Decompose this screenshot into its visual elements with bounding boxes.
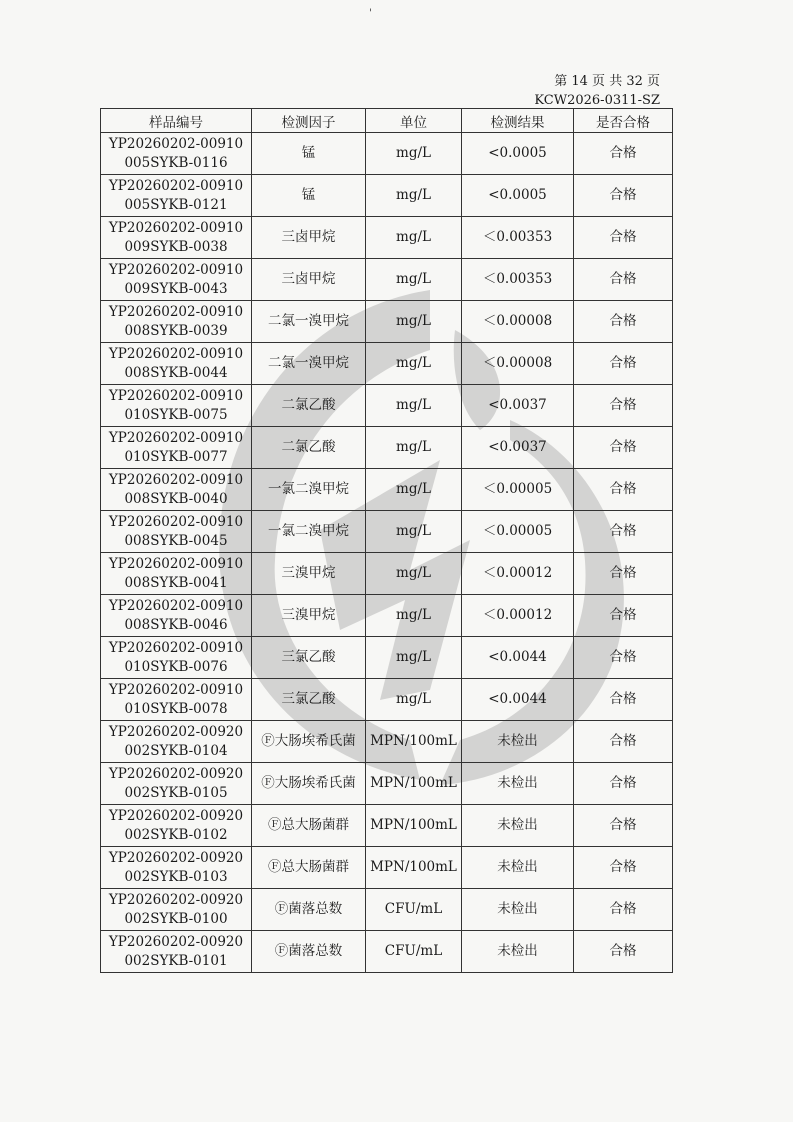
factor-cell: 二氯一溴甲烷: [252, 301, 366, 343]
sample-id-cell: [101, 763, 252, 805]
sample-id-line-2: 008SYKB-0044: [124, 364, 228, 381]
unit-cell: MPN/100mL: [366, 763, 462, 805]
table-row: [101, 763, 673, 805]
factor-cell: 三氯乙酸: [252, 679, 366, 721]
sample-id-cell: [101, 889, 252, 931]
unit-cell: mg/L: [366, 175, 462, 217]
unit-cell: mg/L: [366, 427, 462, 469]
table-header-row: [101, 109, 673, 133]
sample-id-line-1: YP20260202-00910: [108, 555, 244, 572]
sample-id-line-1: YP20260202-00910: [108, 387, 244, 404]
factor-cell: Ⓕ大肠埃希氏菌: [252, 721, 366, 763]
sample-id-cell: [101, 133, 252, 175]
sample-id-line-1: YP20260202-00920: [108, 891, 244, 908]
factor-cell: 二氯乙酸: [252, 427, 366, 469]
sample-id-cell: [101, 511, 252, 553]
sample-id-line-2: 002SYKB-0105: [124, 784, 228, 801]
factor-cell: Ⓕ菌落总数: [252, 889, 366, 931]
sample-id-cell: [101, 847, 252, 889]
sample-id-line-1: YP20260202-00920: [108, 765, 244, 782]
sample-id-line-2: 002SYKB-0102: [124, 826, 228, 843]
factor-cell: Ⓕ菌落总数: [252, 931, 366, 973]
result-cell: <0.0037: [462, 427, 574, 469]
result-cell: 未检出: [462, 931, 574, 973]
sample-id-line-2: 005SYKB-0116: [124, 154, 228, 171]
sample-id-line-1: YP20260202-00910: [108, 429, 244, 446]
result-cell: <0.0037: [462, 385, 574, 427]
pass-cell: 合格: [574, 721, 673, 763]
sample-id-line-1: YP20260202-00910: [108, 471, 244, 488]
factor-cell: Ⓕ总大肠菌群: [252, 847, 366, 889]
sample-id-line-2: 008SYKB-0040: [124, 490, 228, 507]
page-header: [534, 72, 660, 110]
pass-cell: 合格: [574, 931, 673, 973]
page-info: 第 14 页 共 32 页: [554, 74, 660, 89]
factor-cell: 三卤甲烷: [252, 217, 366, 259]
pass-cell: 合格: [574, 637, 673, 679]
factor-cell: Ⓕ总大肠菌群: [252, 805, 366, 847]
sample-id-line-1: YP20260202-00910: [108, 345, 244, 362]
sample-id-line-1: YP20260202-00910: [108, 597, 244, 614]
unit-cell: mg/L: [366, 259, 462, 301]
sample-id-line-2: 002SYKB-0103: [124, 868, 228, 885]
result-cell: 未检出: [462, 763, 574, 805]
table-row: [101, 343, 673, 385]
table-row: [101, 217, 673, 259]
sample-id-line-2: 002SYKB-0104: [124, 742, 228, 759]
page-mark: ': [369, 8, 372, 19]
factor-cell: 三氯乙酸: [252, 637, 366, 679]
pass-cell: 合格: [574, 469, 673, 511]
unit-cell: mg/L: [366, 679, 462, 721]
factor-cell: 三卤甲烷: [252, 259, 366, 301]
sample-id-cell: [101, 595, 252, 637]
sample-id-line-2: 010SYKB-0078: [124, 700, 228, 717]
sample-id-line-1: YP20260202-00910: [108, 681, 244, 698]
sample-id-cell: [101, 679, 252, 721]
pass-cell: 合格: [574, 133, 673, 175]
table-row: [101, 301, 673, 343]
column-header-sample-id: 样品编号: [101, 109, 252, 133]
sample-id-line-2: 010SYKB-0075: [124, 406, 228, 423]
result-cell: ＜0.00005: [462, 511, 574, 553]
table-row: [101, 889, 673, 931]
column-header-pass: 是否合格: [574, 109, 673, 133]
sample-id-line-1: YP20260202-00910: [108, 261, 244, 278]
pass-cell: 合格: [574, 427, 673, 469]
sample-id-line-2: 005SYKB-0121: [124, 196, 228, 213]
table-row: [101, 511, 673, 553]
sample-id-cell: [101, 301, 252, 343]
result-cell: ＜0.00353: [462, 259, 574, 301]
unit-cell: CFU/mL: [366, 889, 462, 931]
sample-id-cell: [101, 343, 252, 385]
pass-cell: 合格: [574, 259, 673, 301]
result-cell: 未检出: [462, 889, 574, 931]
result-cell: ＜0.00012: [462, 553, 574, 595]
table-row: [101, 805, 673, 847]
sample-id-line-1: YP20260202-00920: [108, 849, 244, 866]
table-row: [101, 175, 673, 217]
sample-id-line-1: YP20260202-00910: [108, 177, 244, 194]
unit-cell: mg/L: [366, 553, 462, 595]
sample-id-cell: [101, 553, 252, 595]
result-cell: ＜0.00005: [462, 469, 574, 511]
pass-cell: 合格: [574, 595, 673, 637]
sample-id-cell: [101, 385, 252, 427]
sample-id-line-2: 008SYKB-0046: [124, 616, 228, 633]
result-cell: ＜0.00353: [462, 217, 574, 259]
unit-cell: MPN/100mL: [366, 847, 462, 889]
pass-cell: 合格: [574, 553, 673, 595]
pass-cell: 合格: [574, 175, 673, 217]
result-cell: 未检出: [462, 805, 574, 847]
result-cell: <0.0044: [462, 637, 574, 679]
factor-cell: Ⓕ大肠埃希氏菌: [252, 763, 366, 805]
factor-cell: 一氯二溴甲烷: [252, 511, 366, 553]
unit-cell: mg/L: [366, 343, 462, 385]
sample-id-line-2: 010SYKB-0077: [124, 448, 228, 465]
report-number: KCW2026-0311-SZ: [534, 93, 660, 108]
sample-id-cell: [101, 175, 252, 217]
factor-cell: 三溴甲烷: [252, 595, 366, 637]
unit-cell: mg/L: [366, 385, 462, 427]
result-cell: 未检出: [462, 847, 574, 889]
pass-cell: 合格: [574, 217, 673, 259]
sample-id-cell: [101, 931, 252, 973]
sample-id-line-2: 002SYKB-0100: [124, 910, 228, 927]
sample-id-line-1: YP20260202-00910: [108, 135, 244, 152]
table-body: [101, 133, 673, 973]
table-row: [101, 385, 673, 427]
result-cell: ＜0.00008: [462, 343, 574, 385]
sample-id-cell: [101, 721, 252, 763]
sample-id-cell: [101, 637, 252, 679]
table-row: [101, 679, 673, 721]
factor-cell: 锰: [252, 133, 366, 175]
sample-id-line-2: 009SYKB-0038: [124, 238, 228, 255]
sample-id-cell: [101, 469, 252, 511]
sample-id-cell: [101, 217, 252, 259]
factor-cell: 锰: [252, 175, 366, 217]
sample-id-line-2: 009SYKB-0043: [124, 280, 228, 297]
unit-cell: mg/L: [366, 637, 462, 679]
sample-id-cell: [101, 259, 252, 301]
column-header-unit: 单位: [366, 109, 462, 133]
factor-cell: 一氯二溴甲烷: [252, 469, 366, 511]
sample-id-line-1: YP20260202-00910: [108, 639, 244, 656]
pass-cell: 合格: [574, 385, 673, 427]
sample-id-line-2: 008SYKB-0041: [124, 574, 228, 591]
pass-cell: 合格: [574, 763, 673, 805]
column-header-result: 检测结果: [462, 109, 574, 133]
result-cell: <0.0044: [462, 679, 574, 721]
unit-cell: CFU/mL: [366, 931, 462, 973]
factor-cell: 二氯乙酸: [252, 385, 366, 427]
sample-id-line-1: YP20260202-00920: [108, 723, 244, 740]
pass-cell: 合格: [574, 847, 673, 889]
sample-id-line-2: 010SYKB-0076: [124, 658, 228, 675]
sample-id-cell: [101, 805, 252, 847]
table-row: [101, 553, 673, 595]
results-table: [100, 108, 673, 973]
sample-id-line-2: 008SYKB-0039: [124, 322, 228, 339]
pass-cell: 合格: [574, 301, 673, 343]
table-row: [101, 427, 673, 469]
unit-cell: mg/L: [366, 301, 462, 343]
table-row: [101, 133, 673, 175]
result-cell: <0.0005: [462, 133, 574, 175]
result-cell: 未检出: [462, 721, 574, 763]
sample-id-line-1: YP20260202-00910: [108, 219, 244, 236]
factor-cell: 二氯一溴甲烷: [252, 343, 366, 385]
pass-cell: 合格: [574, 805, 673, 847]
unit-cell: mg/L: [366, 511, 462, 553]
unit-cell: mg/L: [366, 133, 462, 175]
unit-cell: MPN/100mL: [366, 721, 462, 763]
result-cell: ＜0.00012: [462, 595, 574, 637]
unit-cell: mg/L: [366, 469, 462, 511]
table-row: [101, 721, 673, 763]
sample-id-line-1: YP20260202-00910: [108, 513, 244, 530]
unit-cell: MPN/100mL: [366, 805, 462, 847]
pass-cell: 合格: [574, 679, 673, 721]
unit-cell: mg/L: [366, 595, 462, 637]
table-row: [101, 469, 673, 511]
result-cell: <0.0005: [462, 175, 574, 217]
table-row: [101, 637, 673, 679]
result-cell: ＜0.00008: [462, 301, 574, 343]
table-row: [101, 931, 673, 973]
factor-cell: 三溴甲烷: [252, 553, 366, 595]
unit-cell: mg/L: [366, 217, 462, 259]
sample-id-line-2: 008SYKB-0045: [124, 532, 228, 549]
sample-id-cell: [101, 427, 252, 469]
sample-id-line-1: YP20260202-00920: [108, 807, 244, 824]
sample-id-line-1: YP20260202-00910: [108, 303, 244, 320]
table-row: [101, 259, 673, 301]
sample-id-line-1: YP20260202-00920: [108, 933, 244, 950]
pass-cell: 合格: [574, 511, 673, 553]
column-header-factor: 检测因子: [252, 109, 366, 133]
sample-id-line-2: 002SYKB-0101: [124, 952, 228, 969]
pass-cell: 合格: [574, 889, 673, 931]
table-row: [101, 847, 673, 889]
pass-cell: 合格: [574, 343, 673, 385]
table-row: [101, 595, 673, 637]
